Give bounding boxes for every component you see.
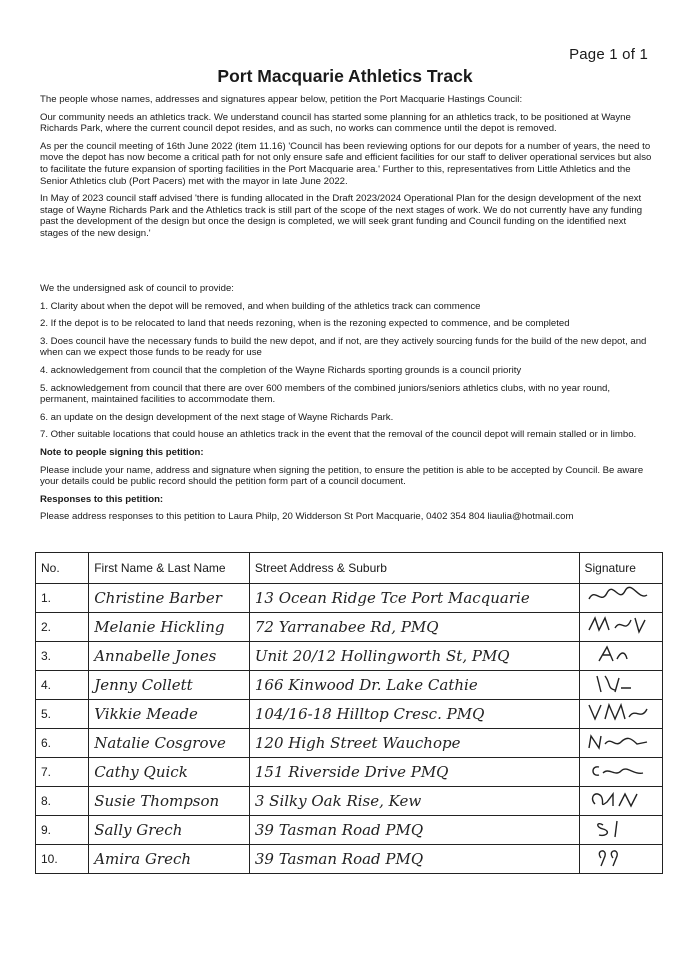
column-header-signature: Signature	[579, 553, 662, 584]
signer-address: 39 Tasman Road PMQ	[249, 816, 579, 845]
intro-paragraph: As per the council meeting of 16th June 2022 (item 11.16) 'Council has been reviewing options for our depots for a number of years, the need to move the depot has now become a critical path for not only ensure safe and efficient facilities for our staff to deliver operational services but also to facilitate the future expansion of sporting facilities in the Port Macquarie area.' Further to this, representatives from Little Athletics and the Senior Athletics club (Port Pacers) met with the mayor in late June 2022.	[40, 140, 652, 187]
requests-heading: We the undersigned ask of council to provide:	[40, 283, 234, 294]
handwritten-signature	[585, 817, 651, 839]
row-number: 4.	[36, 671, 89, 700]
row-number: 2.	[36, 613, 89, 642]
signer-address: 3 Silky Oak Rise, Kew	[249, 787, 579, 816]
table-row	[36, 642, 663, 671]
note-text: Please include your name, address and signature when signing the petition, to ensure the petition is able to be accepted by Council. Be aware your details could be public record should the petition form part of a council document.	[40, 464, 644, 488]
signer-address: Unit 20/12 Hollingworth St, PMQ	[249, 642, 579, 671]
signature-cell	[579, 613, 662, 642]
signature-cell	[579, 758, 662, 787]
table-row	[36, 700, 663, 729]
request-item: 6. an update on the design development of the next stage of Wayne Richards Park.	[40, 411, 394, 423]
signer-name: Amira Grech	[89, 845, 250, 874]
request-item: 7. Other suitable locations that could house an athletics track in the event that the removal of the council depot will remain stalled or in limbo.	[40, 429, 637, 441]
row-number: 7.	[36, 758, 89, 787]
handwritten-signature	[585, 759, 651, 781]
signature-table	[35, 552, 663, 874]
column-header-address: Street Address & Suburb	[249, 553, 579, 584]
signer-address: 166 Kinwood Dr. Lake Cathie	[249, 671, 579, 700]
table-row	[36, 671, 663, 700]
handwritten-signature	[585, 672, 651, 694]
signer-name: Melanie Hickling	[89, 613, 250, 642]
signer-name: Sally Grech	[89, 816, 250, 845]
table-row	[36, 584, 663, 613]
row-number: 5.	[36, 700, 89, 729]
signer-name: Vikkie Meade	[89, 700, 250, 729]
request-item: 1. Clarity about when the depot will be removed, and when building of the athletics track can commence	[40, 300, 481, 312]
handwritten-signature	[585, 701, 651, 723]
signature-cell	[579, 729, 662, 758]
signer-address: 72 Yarranabee Rd, PMQ	[249, 613, 579, 642]
column-header-number: No.	[36, 553, 89, 584]
row-number: 6.	[36, 729, 89, 758]
petition-requests	[40, 283, 652, 529]
table-row	[36, 758, 663, 787]
row-number: 9.	[36, 816, 89, 845]
signer-address: 13 Ocean Ridge Tce Port Macquarie	[249, 584, 579, 613]
signature-cell	[579, 845, 662, 874]
signer-name: Cathy Quick	[89, 758, 250, 787]
petition-intro	[40, 94, 652, 246]
petition-title: Port Macquarie Athletics Track	[217, 66, 473, 86]
intro-paragraph: In May of 2023 council staff advised 'there is funding allocated in the Draft 2023/2024 Operational Plan for the design development of the next stage of Wayne Richards Park and the Athletics track is still part of the scope of the next stages of work. We do not currently have any funding past the development of the design but once the design is completed, we will seek grant funding and Council funding on the identified next stages of the new design.'	[40, 193, 643, 239]
handwritten-signature	[585, 788, 651, 810]
handwritten-signature	[585, 614, 651, 636]
signature-cell	[579, 671, 662, 700]
row-number: 1.	[36, 584, 89, 613]
signer-address: 120 High Street Wauchope	[249, 729, 579, 758]
table-row	[36, 816, 663, 845]
signature-cell	[579, 584, 662, 613]
signature-cell	[579, 787, 662, 816]
signer-name: Susie Thompson	[89, 787, 250, 816]
signer-name: Christine Barber	[89, 584, 250, 613]
signer-name: Annabelle Jones	[89, 642, 250, 671]
signer-address: 39 Tasman Road PMQ	[249, 845, 579, 874]
table-row	[36, 787, 663, 816]
intro-paragraph: The people whose names, addresses and signatures appear below, petition the Port Macquarie Hastings Council:	[40, 94, 523, 105]
signer-name: Jenny Collett	[89, 671, 250, 700]
table-row	[36, 613, 663, 642]
responses-text: Please address responses to this petition to Laura Philp, 20 Widderson St Port Macquarie, 0402 354 804 liaulia@hotmail.com	[40, 511, 574, 523]
row-number: 8.	[36, 787, 89, 816]
signer-address: 151 Riverside Drive PMQ	[249, 758, 579, 787]
signature-cell	[579, 700, 662, 729]
note-heading: Note to people signing this petition:	[40, 446, 204, 458]
signature-cell	[579, 816, 662, 845]
intro-paragraph: Our community needs an athletics track. We understand council has started some planning for an athletics track, to be positioned at Wayne Richards Park, where the current council depot resides, and as such, no works can commence until the depot is removed.	[40, 111, 631, 135]
handwritten-signature	[585, 846, 651, 868]
signer-name: Natalie Cosgrove	[89, 729, 250, 758]
request-item: 2. If the depot is to be relocated to land that needs rezoning, when is the rezoning expected to commence, and be completed	[40, 318, 570, 330]
signer-address: 104/16-18 Hilltop Cresc. PMQ	[249, 700, 579, 729]
handwritten-signature	[585, 643, 651, 665]
handwritten-signature	[585, 730, 651, 752]
request-item: 3. Does council have the necessary funds to build the new depot, and if not, are they actively sourcing funds for the build of the new depot, and when can we expect those funds to be ready for use	[40, 335, 647, 359]
row-number: 3.	[36, 642, 89, 671]
table-header-row	[36, 553, 663, 584]
signature-cell	[579, 642, 662, 671]
table-row	[36, 845, 663, 874]
responses-heading: Responses to this petition:	[40, 493, 164, 505]
request-item: 5. acknowledgement from council that there are over 600 members of the combined juniors/seniors athletics clubs, with no year round, permanent, maintained facilities to accommodate them.	[40, 382, 611, 406]
column-header-name: First Name & Last Name	[89, 553, 250, 584]
page-number: Page 1 of 1	[569, 46, 648, 63]
row-number: 10.	[36, 845, 89, 874]
table-row	[36, 729, 663, 758]
handwritten-signature	[585, 585, 651, 607]
request-item: 4. acknowledgement from council that the completion of the Wayne Richards sporting grounds is a council priority	[40, 364, 522, 376]
